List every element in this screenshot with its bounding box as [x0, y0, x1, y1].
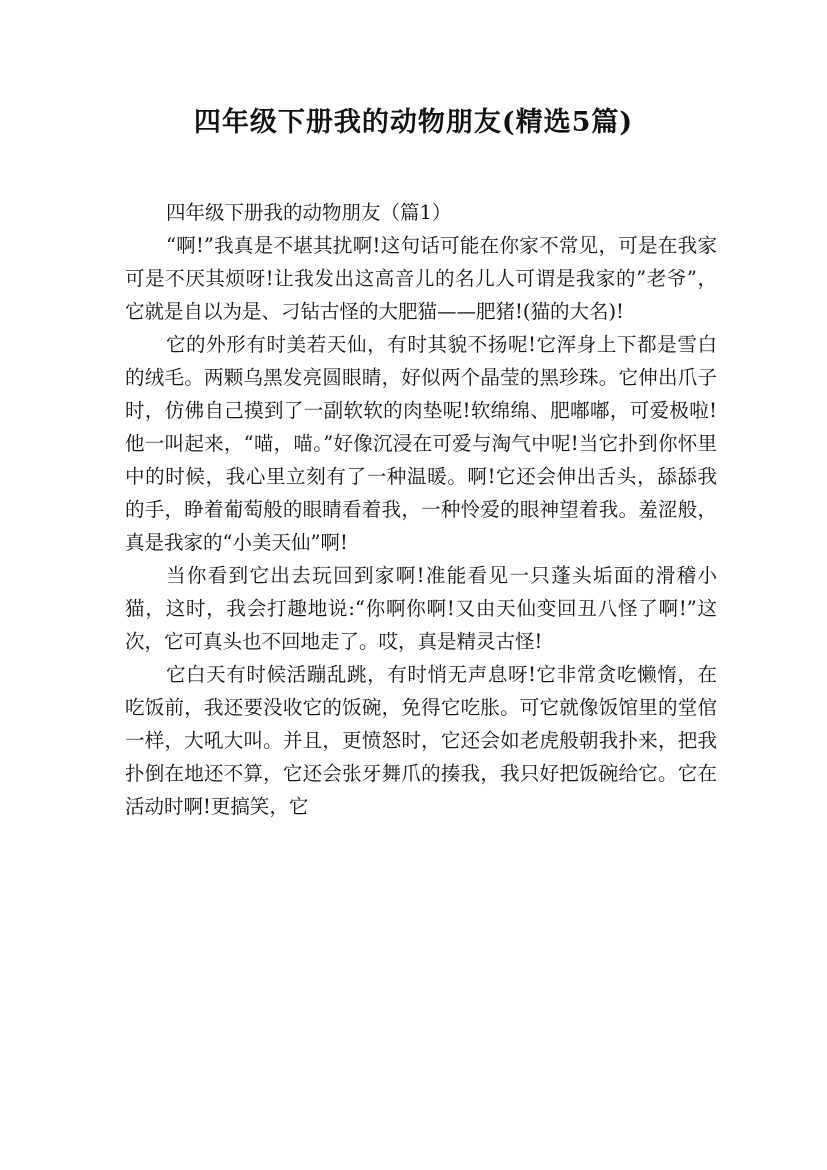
paragraph-4: 它白天有时候活蹦乱跳，有时悄无声息呀!它非常贪吃懒惰，在吃饭前，我还要没收它的饭碗，免得它吃胀。可它就像饭馆里的堂倌一样，大吼大叫。并且，更愤怒时，它还会如老虎般朝我扑来，把我扑倒在地还不算，它还会张牙舞爪的揍我，我只好把饭碗给它。它在活动时啊!更搞笑，它	[125, 663, 717, 818]
document-body	[125, 196, 717, 823]
document-title: 四年级下册我的动物朋友(精选5篇)	[193, 107, 634, 138]
section-heading: 四年级下册我的动物朋友（篇1）	[165, 201, 452, 224]
paragraph-3: 当你看到它出去玩回到家啊!准能看见一只蓬头垢面的滑稽小猫，这时，我会打趣地说:“你啊你啊!又由天仙变回丑八怪了啊!”这次，它可真头也不回地走了。哎，真是精灵古怪!	[125, 564, 717, 653]
paragraph-1: “啊!”我真是不堪其扰啊!这句话可能在你家不常见，可是在我家可是不厌其烦呀!让我发出这高音儿的名儿人可谓是我家的”老爷”，它就是自以为是、刁钻古怪的大肥猫——肥猪!(猫的大名)!	[125, 234, 717, 323]
paragraph-2: 它的外形有时美若天仙，有时其貌不扬呢!它浑身上下都是雪白的绒毛。两颗乌黑发亮圆眼睛，好似两个晶莹的黑珍珠。它伸出爪子时，仿佛自己摸到了一副软软的肉垫呢!软绵绵、肥嘟嘟，可爱极啦!他一叫起来，“喵，喵。”好像沉浸在可爱与淘气中呢!当它扑到你怀里中的时候，我心里立刻有了一种温暖。啊!它还会伸出舌头，舔舔我的手，睁着葡萄般的眼睛看着我，一种怜爱的眼神望着我。羞涩般，真是我家的“小美天仙”啊!	[125, 333, 717, 554]
